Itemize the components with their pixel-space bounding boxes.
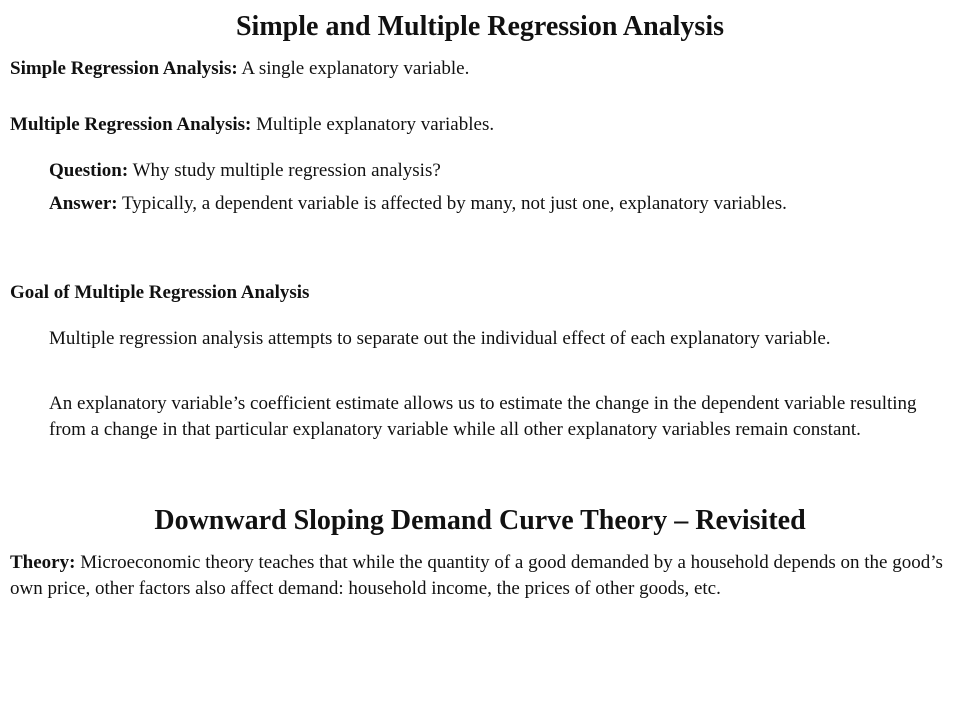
goal-point-coefficient-estimate: An explanatory variable’s coefficient estimate allows us to estimate the change in the dependent variable resulting from a change in that particular explanatory variable while all other explanatory variables remain constant. (49, 393, 917, 440)
theory-label: Theory: (10, 552, 76, 573)
multiple-regression-label: Multiple Regression Analysis: (10, 114, 252, 135)
question-line (49, 158, 954, 184)
multiple-regression-definition (10, 112, 954, 138)
question-text: Why study multiple regression analysis? (132, 160, 441, 181)
theory-paragraph (10, 550, 954, 602)
goal-point-separate-effects: Multiple regression analysis attempts to separate out the individual effect of each explanatory variable. (49, 328, 831, 349)
answer-label: Answer: (49, 193, 118, 214)
simple-regression-text: A single explanatory variable. (241, 58, 470, 79)
multiple-regression-text: Multiple explanatory variables. (256, 114, 495, 135)
answer-line (49, 191, 954, 217)
theory-text: Microeconomic theory teaches that while the quantity of a good demanded by a household depends on the good’s own price, other factors also affect demand: household income, the prices of other goods, etc. (10, 552, 943, 599)
question-label: Question: (49, 160, 129, 181)
section-title-demand-curve: Downward Sloping Demand Curve Theory – Revisited (154, 505, 806, 536)
goal-heading: Goal of Multiple Regression Analysis (10, 282, 310, 303)
page-title: Simple and Multiple Regression Analysis (235, 11, 724, 42)
simple-regression-definition (10, 56, 954, 82)
answer-text: Typically, a dependent variable is affected by many, not just one, explanatory variables. (122, 193, 787, 214)
simple-regression-label: Simple Regression Analysis: (10, 58, 238, 79)
